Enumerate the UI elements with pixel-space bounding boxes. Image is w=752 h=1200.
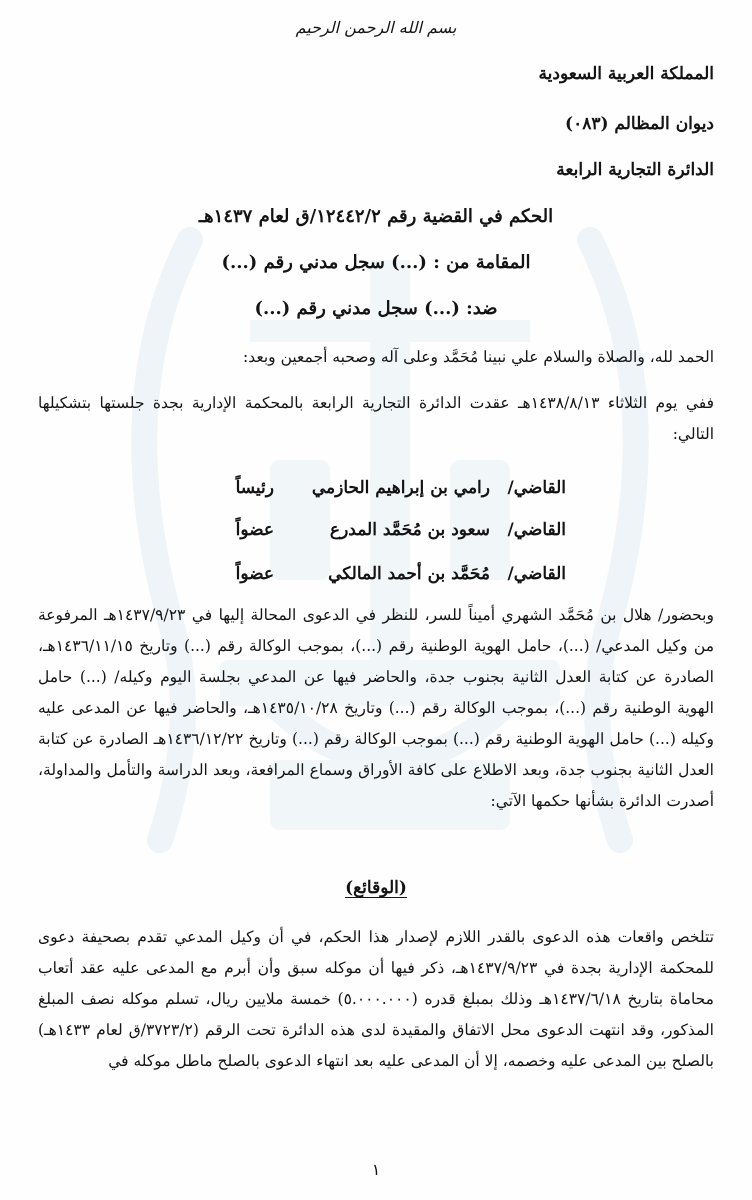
judge-title: القاضي/ [507,564,566,584]
judge-title: القاضي/ [507,478,566,498]
judge-role: عضواً [235,564,274,584]
page-number: ١ [371,1160,381,1179]
judge-role: عضواً [235,520,274,540]
plaintiff-line: المقامة من : (...) سجل مدني رقم (...) [221,252,531,273]
defendant-line: ضد: (...) سجل مدني رقم (...) [254,298,498,319]
judge-title: القاضي/ [507,520,566,540]
judge-role: رئيساً [235,478,274,498]
circuit-name: الدائرة التجارية الرابعة [556,160,714,180]
facts-paragraph: تتلخص واقعات هذه الدعوى بالقدر اللازم لإصدار هذا الحكم، في أن وكيل المدعي تقدم بصحيفة دعوى للمحكمة الإدارية بجدة في ١٤٣٧/٩/٢٣هـ، ذكر فيها أن موكله سبق وأن أبرم مع المدعى عليه عقد أتعاب محاماة بتاريخ ١٤٣٧/٦/١٨هـ وذلك بمبلغ قدره (٥.٠٠٠.٠٠٠) خمسة ملايين ريال، تسلم موكله نصف المبلغ المذكور، وقد انتهت الدعوى محل الاتفاق والمقيدة لدى هذه الدائرة تحت الرقم (٣٧٢٣/٢/ق لعام ١٤٣٣هـ) بالصلح بين المدعى عليه وخصمه، إلا أن المدعى عليه بعد انتهاء الدعوى بالصلح ماطل موكله في [38,928,714,1070]
facts-heading [0,878,752,898]
attendance-paragraph: وبحضور/ هلال بن مُحَمَّد الشهري أميناً للسر، للنظر في الدعوى المحالة إليها في ١٤٣٧/٩/٢٣هـ المرفوعة من وكيل المدعي/ (...)، حامل الهوية الوطنية رقم (...)، بموجب الوكالة رقم (...) وتاريخ ١٤٣٦/١١/١٥هـ، الصادرة عن كتابة العدل الثانية بجنوب جدة، والحاضر فيها عن المدعي بجلسة اليوم وكيله/ (...) حامل الهوية الوطنية رقم (...)، بموجب الوكالة رقم (...) وتاريخ ١٤٣٥/١٠/٢٨هـ، والحاضر فيها عن المدعى عليه وكيله (...) حامل الهوية الوطنية رقم (...) بموجب الوكالة رقم (...) وتاريخ ١٤٣٦/١٢/٢٢هـ الصادرة عن كتابة العدل الثانية بجنوب جدة، وبعد الاطلاع على كافة الأوراق وسماع المرافعة، وبعد الدراسة والتأمل والمداولة، أصدرت الدائرة بشأنها حكمها الآتي: [38,606,714,810]
diwan-name: ديوان المظالم (٠٨٣) [565,114,714,134]
case-title: الحكم في القضية رقم ١٢٤٤٢/٢/ق لعام ١٤٣٧هـ [198,206,554,227]
session-statement: ففي يوم الثلاثاء ١٤٣٨/٨/١٣هـ عقدت الدائرة التجارية الرابعة بالمحكمة الإدارية بجدة جلستها بتشكيلها التالي: [38,394,714,443]
facts-heading-text: (الوقائع) [345,878,407,898]
judge-name: سعود بن مُحَمَّد المدرع [329,520,490,540]
judge-name: رامي بن إبراهيم الحازمي [311,478,490,498]
opening-praise: الحمد لله، والصلاة والسلام علي نبينا مُحَمَّد وعلى آله وصحبه أجمعين وبعد: [243,348,714,366]
kingdom-name: المملكة العربية السعودية [538,64,714,84]
judge-name: مُحَمَّد بن أحمد المالكي [328,564,490,584]
basmala: بسم الله الرحمن الرحيم [295,18,457,37]
